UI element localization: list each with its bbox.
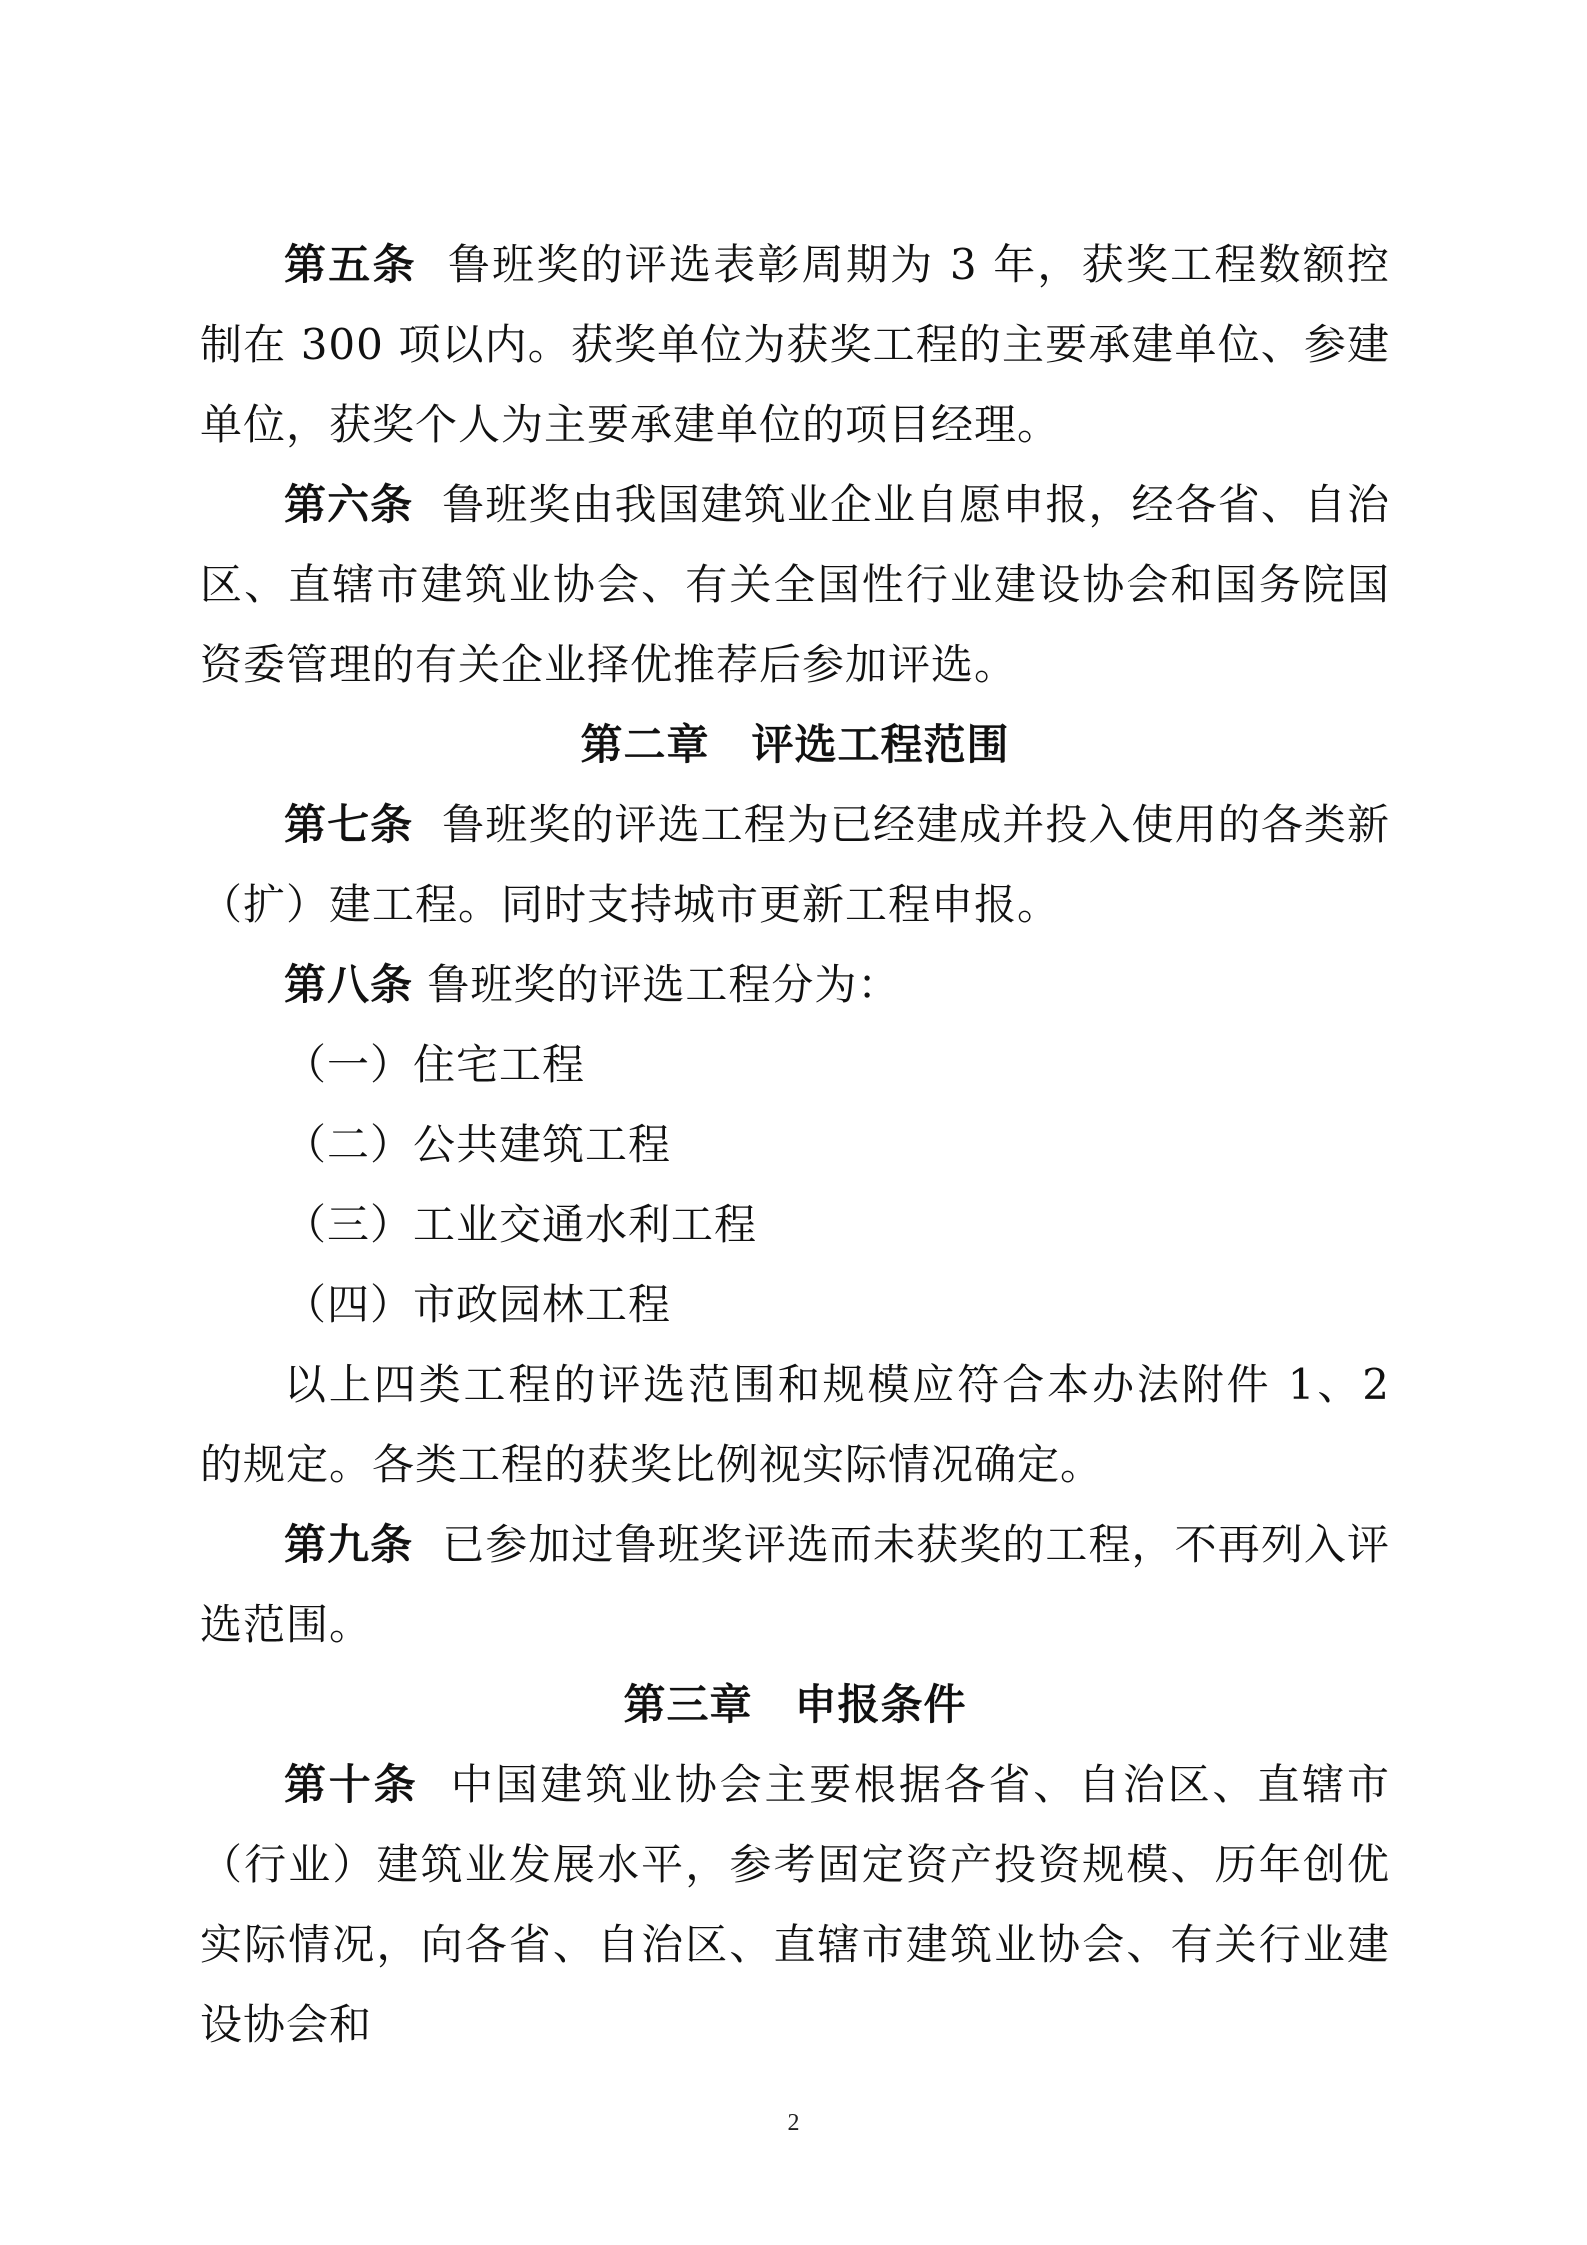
- article-10-text: 中国建筑业协会主要根据各省、自治区、直辖市（行业）建筑业发展水平，参考固定资产投资规模、历年创优实际情况，向各省、自治区、直辖市建筑业协会、有关行业建设协会和: [200, 1760, 1390, 2049]
- article-6-text: 鲁班奖由我国建筑业企业自愿申报，经各省、自治区、直辖市建筑业协会、有关全国性行业建设协会和国务院国资委管理的有关企业择优推荐后参加评选。: [200, 480, 1390, 689]
- article-8: [200, 945, 1390, 1025]
- category-item-3: （三）工业交通水利工程: [284, 1200, 758, 1249]
- article-9: [200, 1505, 1390, 1665]
- chapter-2-heading: [200, 705, 1390, 785]
- chapter-3-title: 申报条件: [794, 1680, 967, 1729]
- article-6: [200, 465, 1390, 705]
- article-10-label: 第十条: [284, 1760, 419, 1809]
- article-7-text: 鲁班奖的评选工程为已经建成并投入使用的各类新（扩）建工程。同时支持城市更新工程申报。: [200, 800, 1390, 929]
- page-body: [200, 225, 1390, 2065]
- scope-note: 以上四类工程的评选范围和规模应符合本办法附件 1、2 的规定。各类工程的获奖比例视实际情况确定。: [200, 1360, 1390, 1489]
- article-8-label: 第八条: [284, 960, 414, 1009]
- article-5-text: 鲁班奖的评选表彰周期为 3 年，获奖工程数额控制在 300 项以内。获奖单位为获奖工程的主要承建单位、参建单位，获奖个人为主要承建单位的项目经理。: [200, 240, 1390, 449]
- chapter-3-heading: [200, 1665, 1390, 1745]
- category-item-2: （二）公共建筑工程: [284, 1120, 672, 1169]
- chapter-2-number: 第二章: [580, 720, 710, 769]
- page-number: 2: [787, 2110, 800, 2136]
- article-8-text: 鲁班奖的评选工程分为：: [427, 960, 901, 1009]
- category-item-1: （一）住宅工程: [284, 1040, 586, 1089]
- chapter-3-number: 第三章: [623, 1680, 753, 1729]
- article-9-label: 第九条: [284, 1520, 414, 1569]
- category-item-4: （四）市政园林工程: [284, 1280, 672, 1329]
- article-5-label: 第五条: [284, 240, 417, 289]
- chapter-2-title: 评选工程范围: [751, 720, 1010, 769]
- article-10: [200, 1745, 1390, 2065]
- article-7: [200, 785, 1390, 945]
- article-9-text: 已参加过鲁班奖评选而未获奖的工程，不再列入评选范围。: [200, 1520, 1390, 1649]
- article-5: [200, 225, 1390, 465]
- article-6-label: 第六条: [284, 480, 414, 529]
- article-7-label: 第七条: [284, 800, 414, 849]
